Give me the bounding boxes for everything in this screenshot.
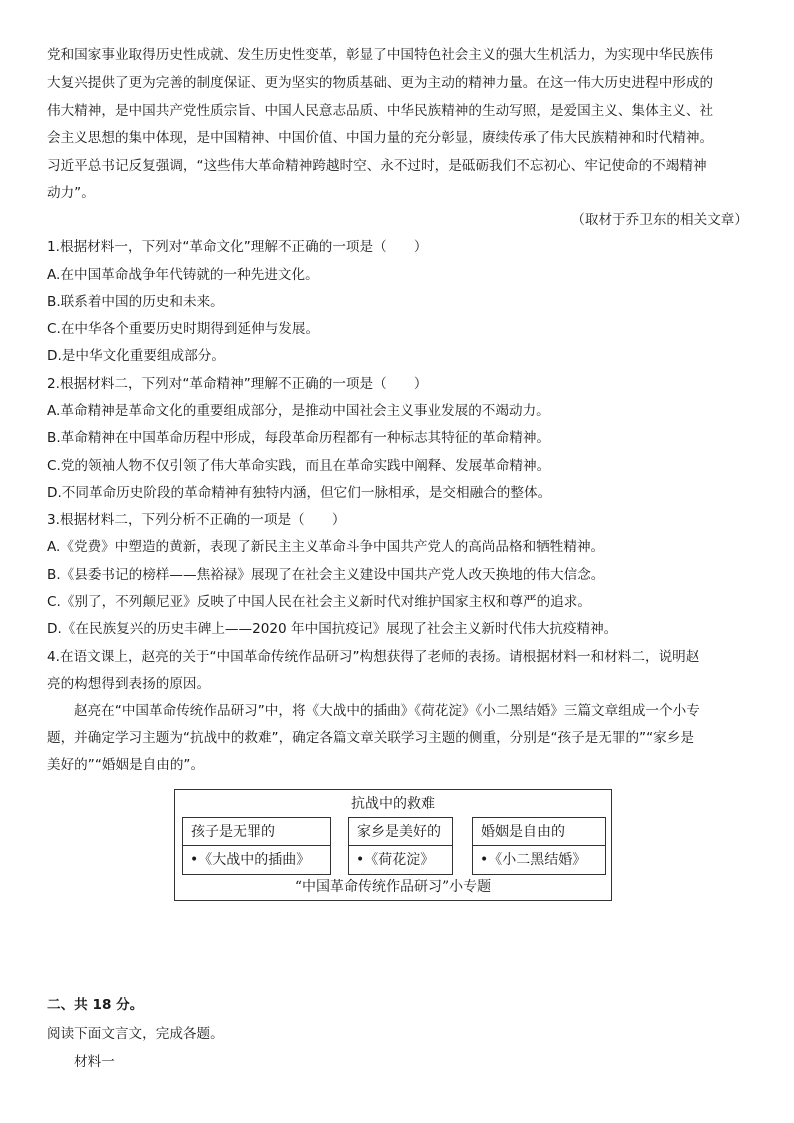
diagram-column-1-item: •《大战中的插曲》 xyxy=(190,852,311,868)
q3-stem: 3.根据材料二，下列分析不正确的一项是（ ） xyxy=(47,512,346,528)
passage-line-2: 大复兴提供了更为完善的制度保证、更为坚实的物质基础、更为主动的精神力量。在这一伟大历史进程中形成的 xyxy=(47,75,714,91)
q2-option-a: A.革命精神是革命文化的重要组成部分，是推动中国社会主义事业发展的不竭动力。 xyxy=(47,403,550,419)
diagram-column-3-head: 婚姻是自由的 xyxy=(473,818,605,846)
q3-option-d: D.《在民族复兴的历史丰碑上——2020 年中国抗疫记》展现了社会主义新时代伟大抗疫精神。 xyxy=(47,621,618,637)
q4-body-line-1: 赵亮在“中国革命传统作品研习”中，将《大战中的插曲》《荷花淀》《小二黑结婚》三篇文章组成一个小专 xyxy=(74,703,700,719)
passage-source: （取材于乔卫东的相关文章） xyxy=(571,212,748,228)
passage-line-5: 习近平总书记反复强调，“这些伟大革命精神跨越时空、永不过时，是砥砺我们不忘初心、牢记使命的不竭精神 xyxy=(47,158,707,174)
diagram-column-1-head: 孩子是无罪的 xyxy=(183,818,330,846)
q2-option-d: D.不同革命历史阶段的革命精神有独特内涵，但它们一脉相承，是交相融合的整体。 xyxy=(47,485,552,501)
q4-stem-line-1: 4.在语文课上，赵亮的关于“中国革命传统作品研习”构想获得了老师的表扬。请根据材料一和材料二，说明赵 xyxy=(47,649,700,665)
q1-stem: 1.根据材料一，下列对“革命文化”理解不正确的一项是（ ） xyxy=(47,239,428,255)
passage-line-4: 会主义思想的集中体现，是中国精神、中国价值、中国力量的充分彰显，赓续传承了伟大民族精神和时代精神。 xyxy=(47,130,714,146)
q2-option-c: C.党的领袖人物不仅引领了伟大革命实践，而且在革命实践中阐释、发展革命精神。 xyxy=(47,458,551,474)
passage-line-1: 党和国家事业取得历史性成就、发生历史性变革，彰显了中国特色社会主义的强大生机活力，为实现中华民族伟 xyxy=(47,47,714,63)
q4-body-line-2: 题，并确定学习主题为“抗战中的救难”，确定各篇文章关联学习主题的侧重，分别是“孩子是无罪的”“家乡是 xyxy=(47,730,694,746)
q2-option-b: B.革命精神在中国革命历程中形成，每段革命历程都有一种标志其特征的革命精神。 xyxy=(47,430,551,446)
q1-option-b: B.联系着中国的历史和未来。 xyxy=(47,294,224,310)
diagram-column-1 xyxy=(182,817,331,875)
diagram-column-2-head: 家乡是美好的 xyxy=(349,818,452,846)
q3-option-a: A.《党费》中塑造的黄新，表现了新民主主义革命斗争中国共产党人的高尚品格和牺牲精神。 xyxy=(47,539,605,555)
diagram-column-2-item: •《荷花淀》 xyxy=(356,852,435,868)
q4-body-line-3: 美好的”“婚姻是自由的”。 xyxy=(47,757,205,773)
q4-stem-line-2: 亮的构想得到表扬的原因。 xyxy=(47,676,211,692)
q3-option-b: B.《县委书记的榜样——焦裕禄》展现了在社会主义建设中国共产党人改天换地的伟大信念。 xyxy=(47,567,605,583)
topic-diagram xyxy=(174,789,612,901)
diagram-column-3-item: •《小二黑结婚》 xyxy=(480,852,587,868)
passage-line-3: 伟大精神，是中国共产党性质宗旨、中国人民意志品质、中华民族精神的生动写照，是爱国主义、集体主义、社 xyxy=(47,103,714,119)
passage-line-6: 动力”。 xyxy=(47,185,95,201)
q3-option-c: C.《别了，不列颠尼亚》反映了中国人民在社会主义新时代对维护国家主权和尊严的追求。 xyxy=(47,594,591,610)
q2-stem: 2.根据材料二，下列对“革命精神”理解不正确的一项是（ ） xyxy=(47,376,428,392)
diagram-column-2 xyxy=(348,817,453,875)
q1-option-a: A.在中国革命战争年代铸就的一种先进文化。 xyxy=(47,267,319,283)
section-2-instruction: 阅读下面文言文，完成各题。 xyxy=(47,1026,224,1042)
diagram-footer: “中国革命传统作品研习”小专题 xyxy=(294,879,492,895)
section-2-heading: 二、共 18 分。 xyxy=(47,997,144,1013)
q1-option-d: D.是中华文化重要组成部分。 xyxy=(47,348,225,364)
q1-option-c: C.在中华各个重要历史时期得到延伸与发展。 xyxy=(47,321,320,337)
diagram-title: 抗战中的救难 xyxy=(351,796,435,812)
section-2-material-label: 材料一 xyxy=(74,1054,115,1070)
diagram-column-3 xyxy=(472,817,606,875)
